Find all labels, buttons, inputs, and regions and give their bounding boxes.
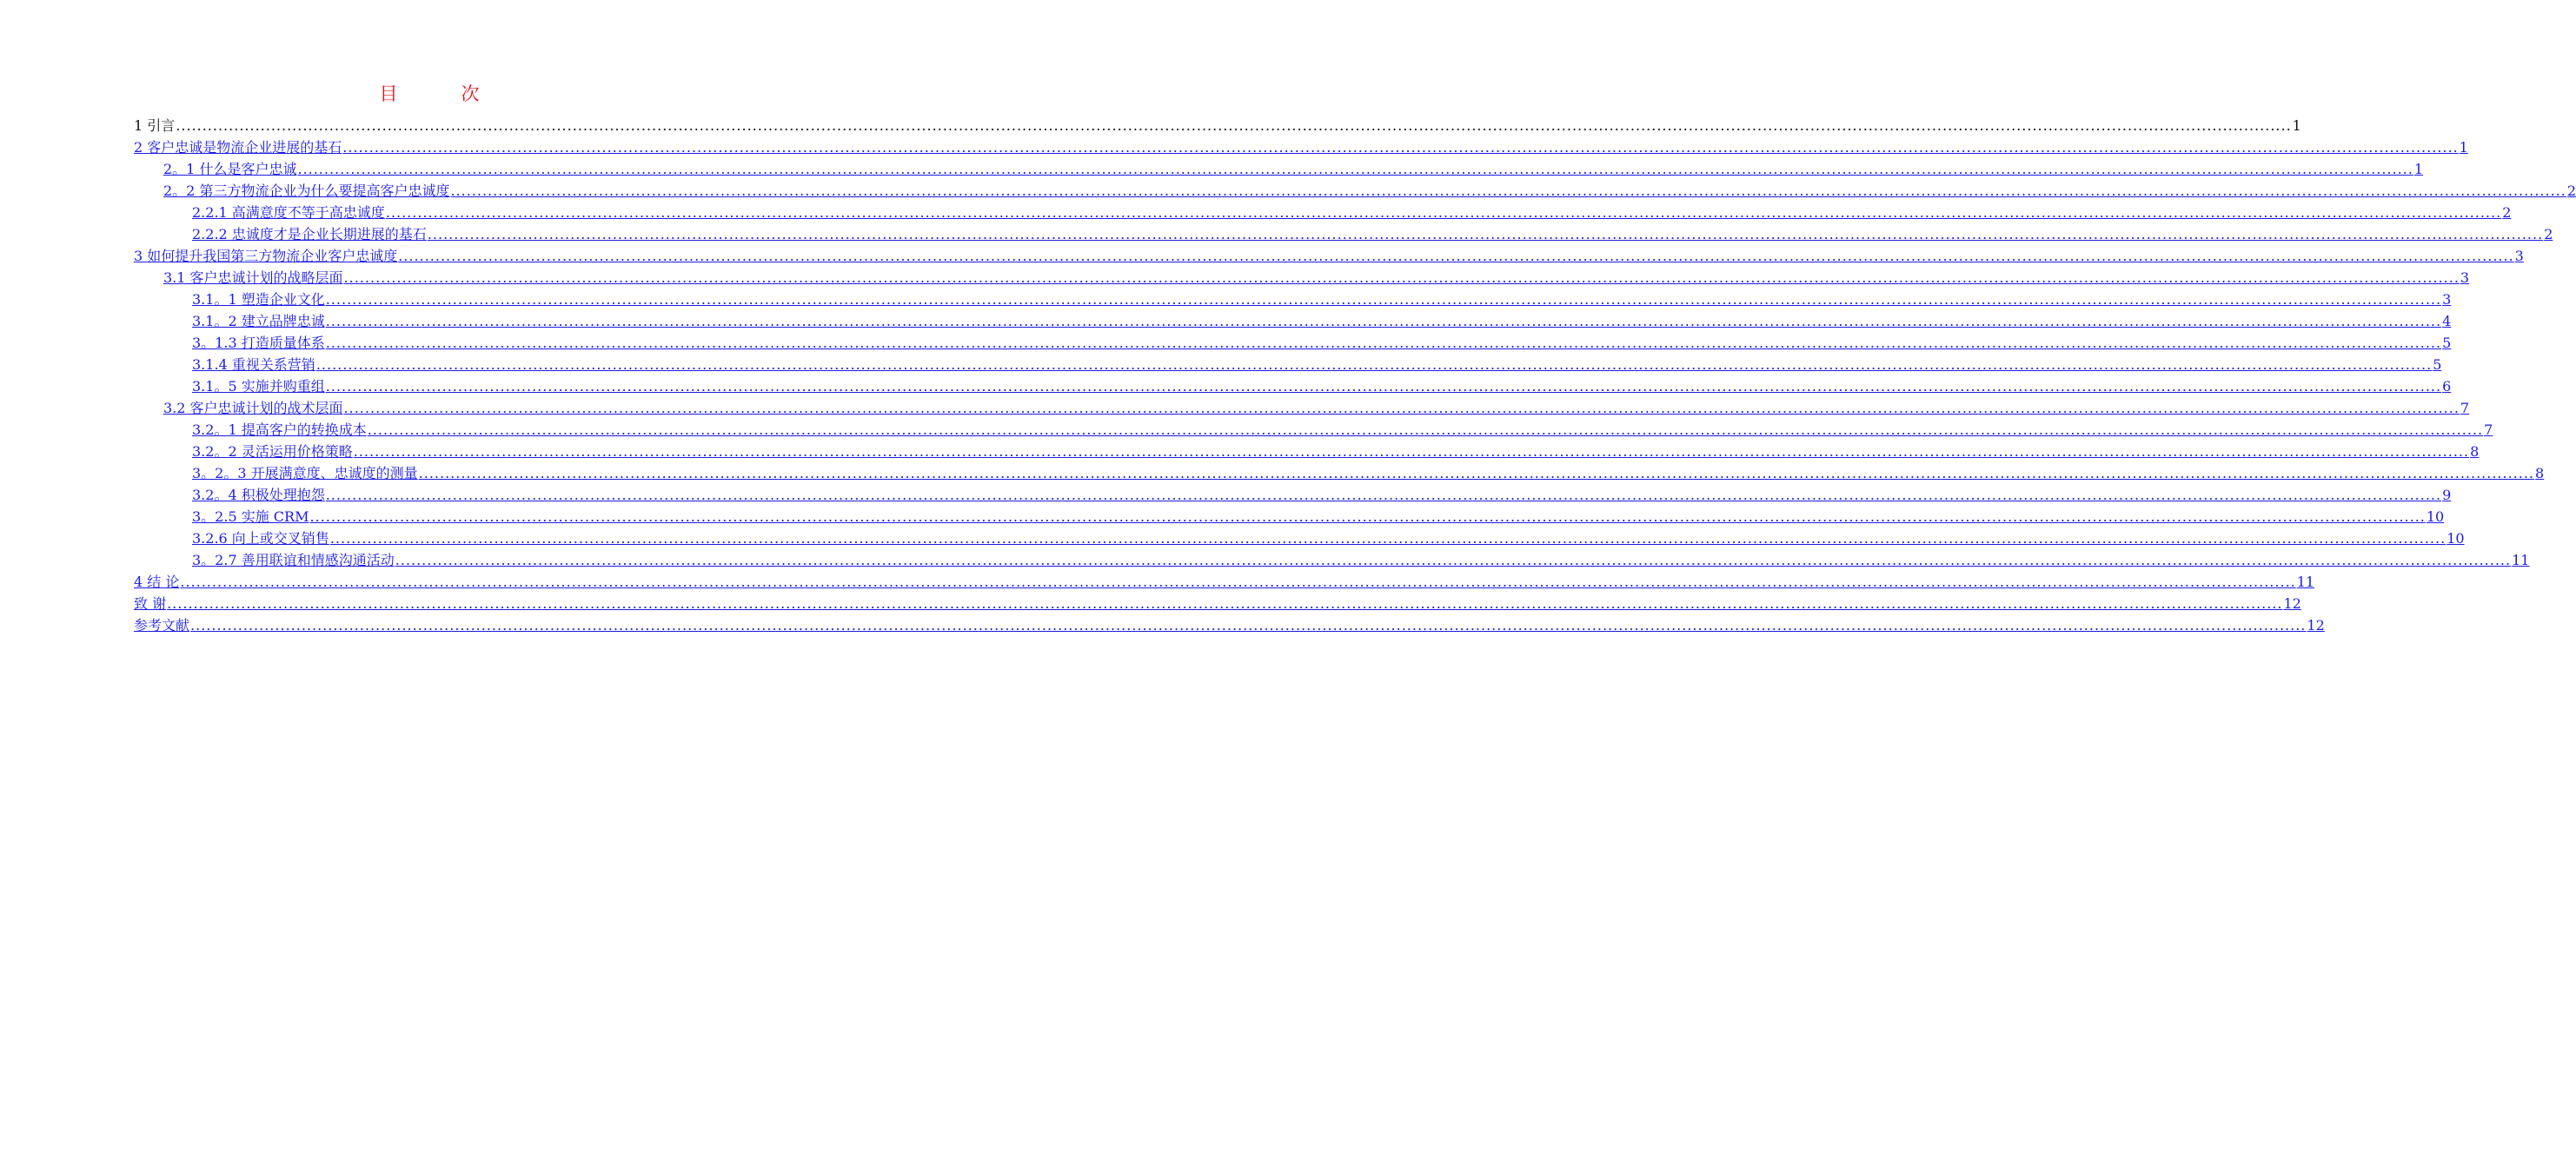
toc-entry-page-number: 2 xyxy=(2502,204,2512,221)
toc-entry-page-number: 8 xyxy=(2535,465,2545,481)
toc-dot-leader: ................................................................................................................................................................................................................................................................................................................................................................................................................ xyxy=(398,248,2514,264)
toc-entry-page-number: 3 xyxy=(2460,269,2470,286)
toc-entry-label: 3.2。1 提高客户的转换成本 xyxy=(192,421,367,438)
toc-dot-leader: ................................................................................................................................................................................................................................................................................................................................................................................................................ xyxy=(427,226,2544,242)
toc-entry-page-number: 7 xyxy=(2484,421,2493,438)
toc-entry-label: 3.2。4 积极处理抱怨 xyxy=(192,487,325,503)
toc-dot-leader: ................................................................................................................................................................................................................................................................................................................................................................................................................ xyxy=(325,487,2442,503)
toc-entry-label: 致 谢 xyxy=(134,595,167,612)
toc-entry-label: 2 客户忠诚是物流企业进展的基石 xyxy=(134,139,342,156)
toc-entry xyxy=(134,115,2301,136)
toc-entry[interactable] xyxy=(134,614,2325,636)
toc-dot-leader: ................................................................................................................................................................................................................................................................................................................................................................................................................ xyxy=(309,508,2426,525)
toc-entry[interactable] xyxy=(134,332,2452,354)
toc-entry-page-number: 10 xyxy=(2447,530,2465,547)
toc-dot-leader: ................................................................................................................................................................................................................................................................................................................................................................................................................ xyxy=(343,269,2460,286)
toc-dot-leader: ................................................................................................................................................................................................................................................................................................................................................................................................................ xyxy=(167,595,2283,612)
toc-entry[interactable] xyxy=(134,289,2452,310)
toc-entry-label: 3.2。2 灵活运用价格策略 xyxy=(192,443,353,460)
toc-entry[interactable] xyxy=(134,375,2452,397)
toc-entry-label: 3 如何提升我国第三方物流企业客户忠诚度 xyxy=(134,248,398,264)
toc-entry[interactable] xyxy=(134,506,2445,528)
toc-dot-leader: ................................................................................................................................................................................................................................................................................................................................................................................................................ xyxy=(176,117,2292,134)
toc-dot-leader: ................................................................................................................................................................................................................................................................................................................................................................................................................ xyxy=(325,291,2442,308)
toc-entry-label: 3.1。1 塑造企业文化 xyxy=(192,291,325,308)
toc-entry-page-number: 4 xyxy=(2442,313,2452,329)
toc-entry-page-number: 3 xyxy=(2514,248,2524,264)
toc-entry[interactable] xyxy=(134,397,2470,419)
toc-entry-page-number: 11 xyxy=(2512,552,2530,568)
toc-entry[interactable] xyxy=(134,267,2470,289)
toc-entry-label: 2.2.2 忠诚度才是企业长期进展的基石 xyxy=(192,226,427,242)
toc-entry-page-number: 12 xyxy=(2283,595,2301,612)
toc-dot-leader: ................................................................................................................................................................................................................................................................................................................................................................................................................ xyxy=(325,378,2442,395)
toc-dot-leader: ................................................................................................................................................................................................................................................................................................................................................................................................................ xyxy=(418,465,2535,481)
toc-dot-leader: ................................................................................................................................................................................................................................................................................................................................................................................................................ xyxy=(180,574,2296,590)
toc-entry[interactable] xyxy=(134,484,2452,506)
toc-entry[interactable] xyxy=(134,354,2442,375)
toc-entry-label: 3.1。2 建立品牌忠诚 xyxy=(192,313,325,329)
toc-dot-leader: ................................................................................................................................................................................................................................................................................................................................................................................................................ xyxy=(450,182,2566,199)
toc-entry[interactable] xyxy=(134,136,2468,158)
toc-entry[interactable] xyxy=(134,223,2553,245)
toc-entry-label: 3.2 客户忠诚计划的战术层面 xyxy=(163,400,343,416)
toc-dot-leader: ................................................................................................................................................................................................................................................................................................................................................................................................................ xyxy=(325,313,2442,329)
toc-entry[interactable] xyxy=(134,462,2545,484)
toc-entry-label: 3.1 客户忠诚计划的战略层面 xyxy=(163,269,343,286)
toc-entry-label: 3。2.7 善用联谊和情感沟通活动 xyxy=(192,552,395,568)
toc-entry[interactable] xyxy=(134,310,2452,332)
toc-entry[interactable] xyxy=(134,571,2315,593)
toc-entry[interactable] xyxy=(134,202,2512,223)
toc-entry[interactable] xyxy=(134,549,2530,571)
toc-entry-page-number: 2 xyxy=(2544,226,2553,242)
toc-entry-page-number: 7 xyxy=(2460,400,2470,416)
toc-entry-page-number: 3 xyxy=(2442,291,2452,308)
toc-entry-label: 3。2。3 开展满意度、忠诚度的测量 xyxy=(192,465,418,481)
toc-dot-leader: ................................................................................................................................................................................................................................................................................................................................................................................................................ xyxy=(353,443,2470,460)
toc-entry-label: 3。1.3 打造质量体系 xyxy=(192,335,325,351)
toc-list xyxy=(134,115,2576,636)
toc-entry-page-number: 10 xyxy=(2426,508,2445,525)
toc-entry-label: 2.2.1 高满意度不等于高忠诚度 xyxy=(192,204,385,221)
toc-entry[interactable] xyxy=(134,158,2424,180)
toc-entry[interactable] xyxy=(134,245,2524,267)
toc-dot-leader: ................................................................................................................................................................................................................................................................................................................................................................................................................ xyxy=(329,530,2447,547)
toc-entry[interactable] xyxy=(134,528,2465,549)
toc-entry-page-number: 8 xyxy=(2470,443,2480,460)
toc-dot-leader: ................................................................................................................................................................................................................................................................................................................................................................................................................ xyxy=(325,335,2442,351)
toc-dot-leader: ................................................................................................................................................................................................................................................................................................................................................................................................................ xyxy=(315,356,2433,373)
toc-entry[interactable] xyxy=(134,593,2301,614)
toc-entry-page-number: 1 xyxy=(2292,117,2301,134)
toc-entry[interactable] xyxy=(134,180,2576,202)
toc-entry-page-number: 5 xyxy=(2433,356,2442,373)
toc-entry-label: 2。1 什么是客户忠诚 xyxy=(163,161,297,177)
toc-dot-leader: ................................................................................................................................................................................................................................................................................................................................................................................................................ xyxy=(385,204,2502,221)
toc-entry-label: 2。2 第三方物流企业为什么要提高客户忠诚度 xyxy=(163,182,450,199)
toc-entry[interactable] xyxy=(134,419,2493,441)
toc-entry-label: 4 结 论 xyxy=(134,574,180,590)
toc-dot-leader: ................................................................................................................................................................................................................................................................................................................................................................................................................ xyxy=(342,139,2459,156)
toc-entry-label: 参考文献 xyxy=(134,617,190,634)
toc-entry-label: 3。2.5 实施 CRM xyxy=(192,508,309,525)
toc-entry-label: 3.2.6 向上或交叉销售 xyxy=(192,530,329,547)
toc-entry-page-number: 1 xyxy=(2459,139,2468,156)
toc-entry-page-number: 9 xyxy=(2442,487,2452,503)
toc-entry-page-number: 1 xyxy=(2413,161,2424,177)
toc-entry[interactable] xyxy=(134,441,2480,462)
toc-entry-label: 3.1。5 实施并购重组 xyxy=(192,378,325,395)
toc-dot-leader: ................................................................................................................................................................................................................................................................................................................................................................................................................ xyxy=(395,552,2512,568)
toc-dot-leader: ................................................................................................................................................................................................................................................................................................................................................................................................................ xyxy=(367,421,2484,438)
toc-title: 目 次 xyxy=(379,83,502,104)
toc-entry-page-number: 2 xyxy=(2566,182,2576,199)
toc-dot-leader: ................................................................................................................................................................................................................................................................................................................................................................................................................ xyxy=(190,617,2307,634)
toc-entry-label: 3.1.4 重视关系营销 xyxy=(192,356,315,373)
toc-dot-leader: ................................................................................................................................................................................................................................................................................................................................................................................................................ xyxy=(343,400,2460,416)
toc-entry-page-number: 12 xyxy=(2307,617,2325,634)
toc-entry-page-number: 6 xyxy=(2442,378,2452,395)
toc-entry-label: 1 引言 xyxy=(134,117,176,134)
toc-entry-page-number: 11 xyxy=(2296,574,2315,590)
toc-entry-page-number: 5 xyxy=(2442,335,2452,351)
toc-dot-leader: ................................................................................................................................................................................................................................................................................................................................................................................................................ xyxy=(297,161,2413,177)
